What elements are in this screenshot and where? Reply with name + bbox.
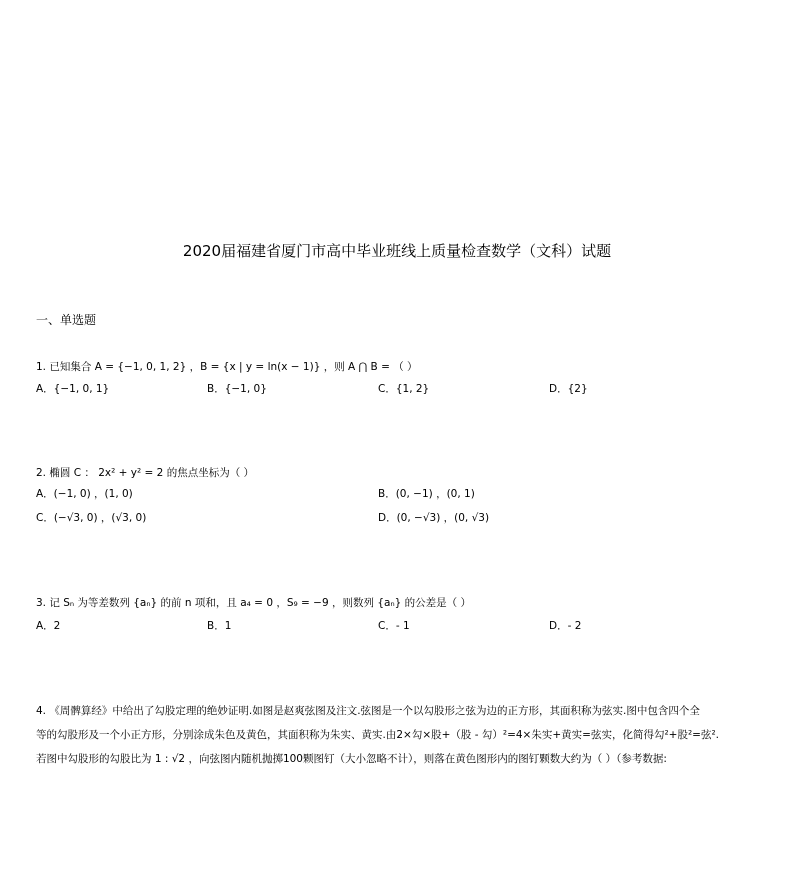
question-1-stem: 1. 已知集合 A = {−1, 0, 1, 2} ，B = {x | y = ln(x − 1)} ，则 A ⋂ B = （ ） — [36, 361, 418, 373]
question-2-option-a: A．(−1, 0) ，(1, 0) — [36, 488, 133, 500]
question-3-option-d: D．- 2 — [549, 620, 582, 632]
question-4-stem — [36, 699, 760, 771]
question-2-option-b: B．(0, −1) ，(0, 1) — [378, 488, 475, 500]
question-4-line-2: 等的勾股形及一个小正方形，分别涂成朱色及黄色，其面积称为朱实、黄实.由2×勾×股+（股 - 勾）²=4×朱实+黄实=弦实，化简得勾²+股²=弦². — [36, 729, 720, 741]
question-4-line-1: 4. 《周髀算经》中给出了勾股定理的绝妙证明.如图是赵爽弦图及注文.弦图是一个以勾股形之弦为边的正方形，其面积称为弦实.图中包含四个全 — [36, 705, 700, 717]
question-3-option-a: A．2 — [36, 620, 61, 632]
question-1-option-b: B．{−1, 0} — [207, 383, 267, 395]
document-title: 2020届福建省厦门市高中毕业班线上质量检查数学（文科）试题 — [182, 242, 612, 260]
question-2-stem: 2. 椭圆 C ： 2x² + y² = 2 的焦点坐标为（ ） — [36, 467, 255, 479]
question-1-option-a: A．{−1, 0, 1} — [36, 383, 110, 395]
question-1-option-c: C．{1, 2} — [378, 383, 430, 395]
question-1-option-d: D．{2} — [549, 383, 588, 395]
question-3-stem: 3. 记 Sₙ 为等差数列 {aₙ} 的前 n 项和，且 a₄ = 0 ，S₉ = −9 ，则数列 {aₙ} 的公差是（ ） — [36, 597, 471, 609]
question-3-option-b: B．1 — [207, 620, 232, 632]
question-2-option-c: C．(−√3, 0) ，(√3, 0) — [36, 512, 147, 524]
section-heading: 一、单选题 — [36, 313, 97, 327]
question-2-option-d: D．(0, −√3) ，(0, √3) — [378, 512, 490, 524]
question-3-option-c: C．- 1 — [378, 620, 410, 632]
question-4-line-3: 若图中勾股形的勾股比为 1 : √2 ，向弦图内随机抛掷100颗图钉（大小忽略不计），则落在黄色图形内的图钉颗数大约为（ ）（参考数据: — [36, 753, 667, 765]
